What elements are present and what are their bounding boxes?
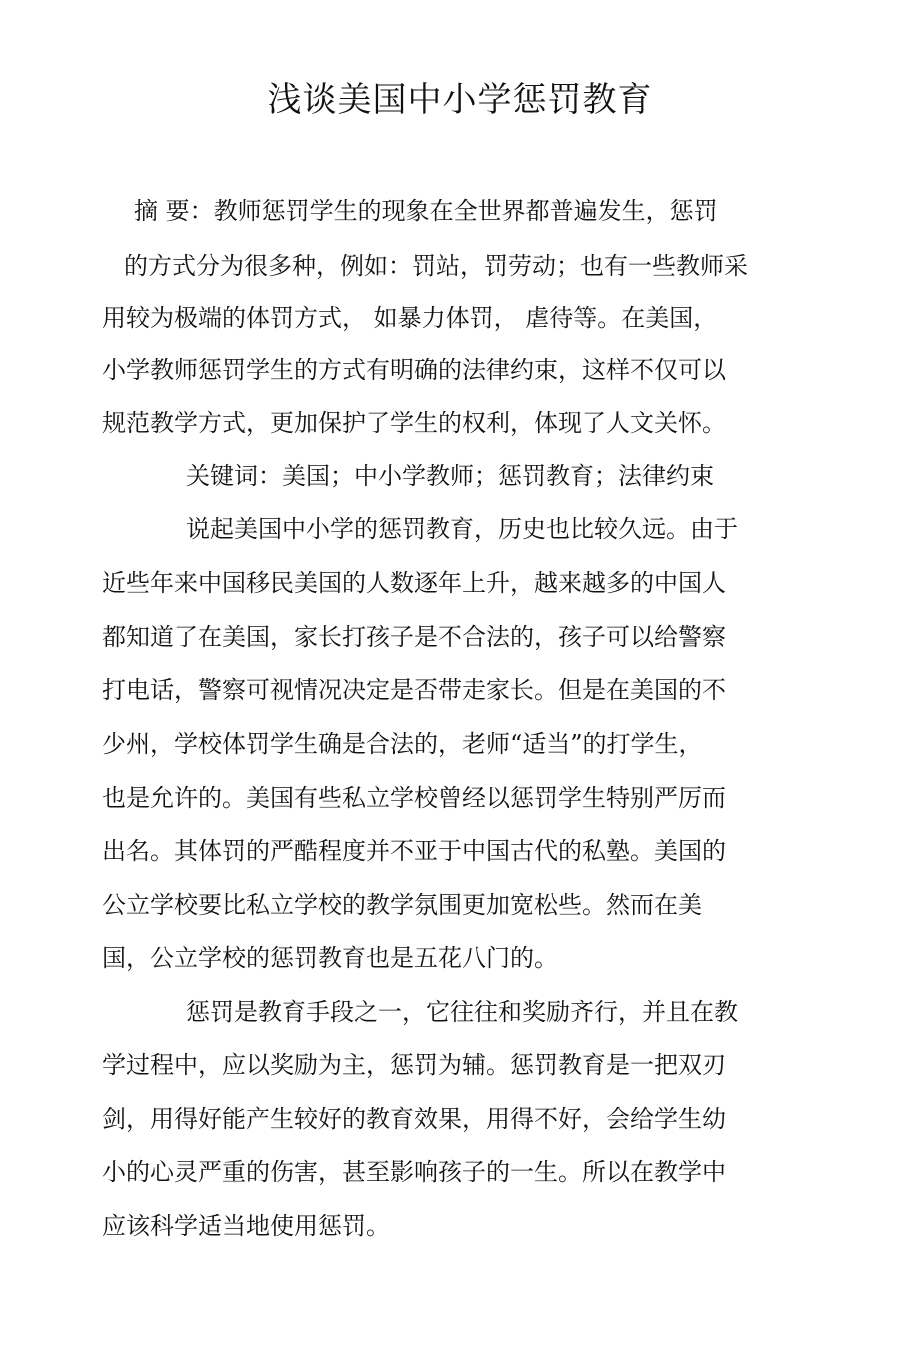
paragraph-1-line-1: 说起美国中小学的惩罚教育，历史也比较久远。由于 [186, 515, 738, 543]
paragraph-2-line-4: 小的心灵严重的伤害，甚至影响孩子的一生。所以在教学中 [102, 1158, 726, 1186]
keywords-line: 关键词：美国；中小学教师；惩罚教育；法律约束 [186, 462, 714, 490]
paragraph-1-line-4: 打电话，警察可视情况决定是否带走家长。但是在美国的不 [102, 676, 726, 704]
paragraph-1-line-2: 近些年来中国移民美国的人数逐年上升，越来越多的中国人 [102, 569, 726, 597]
paragraph-1-line-3: 都知道了在美国，家长打孩子是不合法的，孩子可以给警察 [102, 623, 726, 651]
paragraph-1-line-5: 少州，学校体罚学生确是合法的，老师“适当”的打学生， [102, 730, 703, 758]
paragraph-1-line-6: 也是允许的。美国有些私立学校曾经以惩罚学生特别严厉而 [102, 784, 726, 812]
paragraph-2-line-5: 应该科学适当地使用惩罚。 [102, 1212, 390, 1240]
paragraph-1-line-7: 出名。其体罚的严酷程度并不亚于中国古代的私塾。美国的 [102, 837, 726, 865]
abstract-line-3: 用较为极端的体罚方式， 如暴力体罚， 虐待等。在美国， [102, 304, 718, 332]
abstract-line-5: 规范教学方式，更加保护了学生的权利，体现了人文关怀。 [102, 409, 726, 437]
abstract-line-4: 小学教师惩罚学生的方式有明确的法律约束，这样不仅可以 [102, 356, 726, 384]
document-title: 浅谈美国中小学惩罚教育 [267, 80, 653, 120]
paragraph-2-line-2: 学过程中，应以奖励为主，惩罚为辅。惩罚教育是一把双刃 [102, 1051, 726, 1079]
paragraph-1-line-9: 国，公立学校的惩罚教育也是五花八门的。 [102, 944, 558, 972]
paragraph-2-line-1: 惩罚是教育手段之一，它往往和奖励齐行，并且在教 [186, 998, 738, 1026]
paragraph-2-line-3: 剑，用得好能产生较好的教育效果，用得不好，会给学生幼 [102, 1105, 726, 1133]
paragraph-1-line-8: 公立学校要比私立学校的教学氛围更加宽松些。然而在美 [102, 891, 702, 919]
abstract-line-1: 摘 要：教师惩罚学生的现象在全世界都普遍发生，惩罚 [134, 197, 718, 225]
abstract-line-2: 的方式分为很多种，例如：罚站，罚劳动；也有一些教师采 [124, 252, 748, 280]
